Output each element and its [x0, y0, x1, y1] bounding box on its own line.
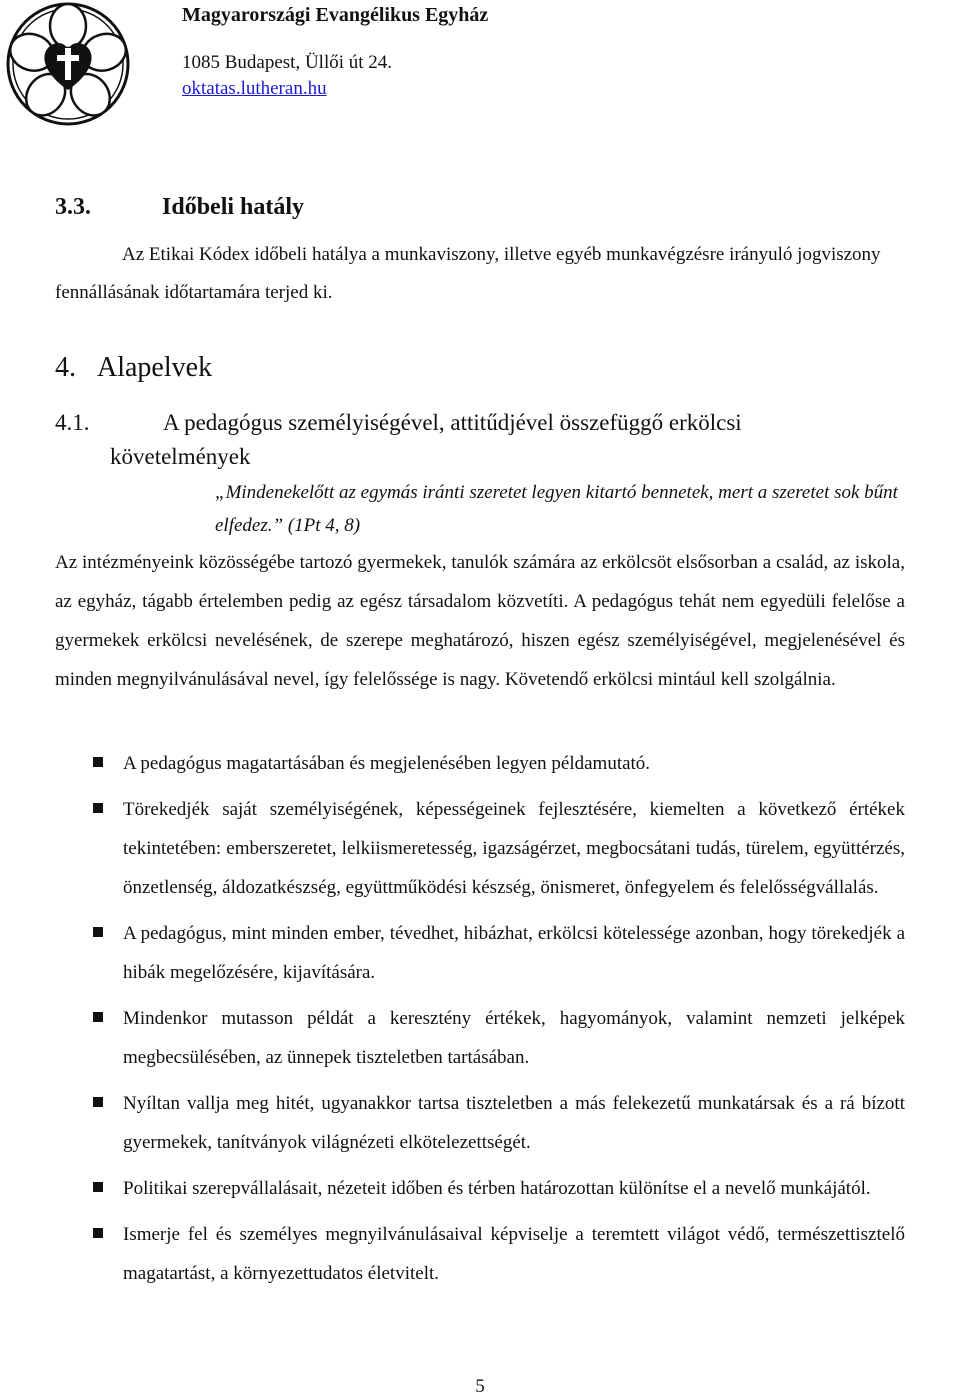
bullet-square-icon	[93, 757, 103, 767]
section-3-3-text: Az Etikai Kódex időbeli hatálya a munkaviszony, illetve egyéb munkavégzésre irányuló jogviszony fennállásának időtartamára terjed ki.	[55, 244, 881, 303]
section-number: 3.3.	[55, 194, 91, 220]
section-heading-4-1	[55, 406, 905, 474]
website-link[interactable]: oktatas.lutheran.hu	[182, 78, 327, 99]
section-number: 4.	[55, 352, 76, 383]
section-title: Alapelvek	[97, 352, 213, 383]
section-heading-4	[55, 352, 212, 384]
bullet-square-icon	[93, 1097, 103, 1107]
list-item: Politikai szerepvállalásait, nézeteit időben és térben határozottan különítse el a nevelő munkájától.	[55, 1169, 905, 1208]
list-item: Törekedjék saját személyiségének, képességeinek fejlesztésére, kiemelten a következő értékek tekintetében: emberszeretet, lelkiismeretesség, igazságérzet, megbocsátani tudás, türelem, együttérzés, önzetlenség, áldozatkészség, együttműködési készség, önismeret, önfegyelem és felelősségvállalás.	[55, 790, 905, 907]
list-item: Ismerje fel és személyes megnyilvánulásaival képviselje a teremtett világot védő, természettisztelő magatartást, a környezettudatos életvitelt.	[55, 1215, 905, 1293]
quote-text: „Mindenekelőtt az egymás iránti szeretet legyen kitartó bennetek, mert a szeretet sok bűnt elfedez.”	[215, 482, 898, 536]
list-item: A pedagógus magatartásában és megjelenésében legyen példamutató.	[55, 744, 905, 783]
organization-name: Magyarországi Evangélikus Egyház	[182, 4, 489, 26]
section-title: Időbeli hatály	[162, 194, 305, 220]
bullet-square-icon	[93, 927, 103, 937]
bullet-square-icon	[93, 1012, 103, 1022]
luther-rose-logo	[6, 2, 130, 126]
section-number: 4.1.	[55, 410, 90, 435]
list-item: Mindenkor mutasson példát a keresztény értékek, hagyományok, valamint nemzeti jelképek megbecsülésében, az ünnepek tiszteletben tartásában.	[55, 999, 905, 1077]
main-paragraph: Az intézményeink közösségébe tartozó gyermekek, tanulók számára az erkölcsöt elsősorban a család, az iskola, az egyház, tágabb értelemben pedig az egész társadalom közvetíti. A pedagógus tehát nem egyedüli felelőse a gyermekek erkölcsi nevelésének, de szerepe meghatározó, hiszen egész személyiségével, megjelenésével és minden megnyilvánulásával nevel, így felelőssége is nagy. Követendő erkölcsi mintául kell szolgálnia.	[55, 552, 905, 690]
section-heading-3-3	[55, 194, 304, 221]
section-title-line2: követelmények	[110, 444, 251, 469]
bible-quote	[215, 476, 905, 542]
address: 1085 Budapest, Üllői út 24.	[182, 52, 393, 73]
bullet-square-icon	[93, 803, 103, 813]
list-item: A pedagógus, mint minden ember, tévedhet, hibázhat, erkölcsi kötelessége azonban, hogy törekedjék a hibák megelőzésére, kijavítására.	[55, 914, 905, 992]
bullet-square-icon	[93, 1228, 103, 1238]
bullet-list	[55, 744, 905, 1300]
bullet-square-icon	[93, 1182, 103, 1192]
page-number: 5	[475, 1376, 485, 1397]
section-title-line1: A pedagógus személyiségével, attitűdjével összefüggő erkölcsi	[163, 410, 742, 435]
list-item: Nyíltan vallja meg hitét, ugyanakkor tartsa tiszteletben a más felekezetű munkatársak és a rá bízott gyermekek, tanítványok világnézeti elkötelezettségét.	[55, 1084, 905, 1162]
quote-reference: (1Pt 4, 8)	[287, 515, 361, 536]
